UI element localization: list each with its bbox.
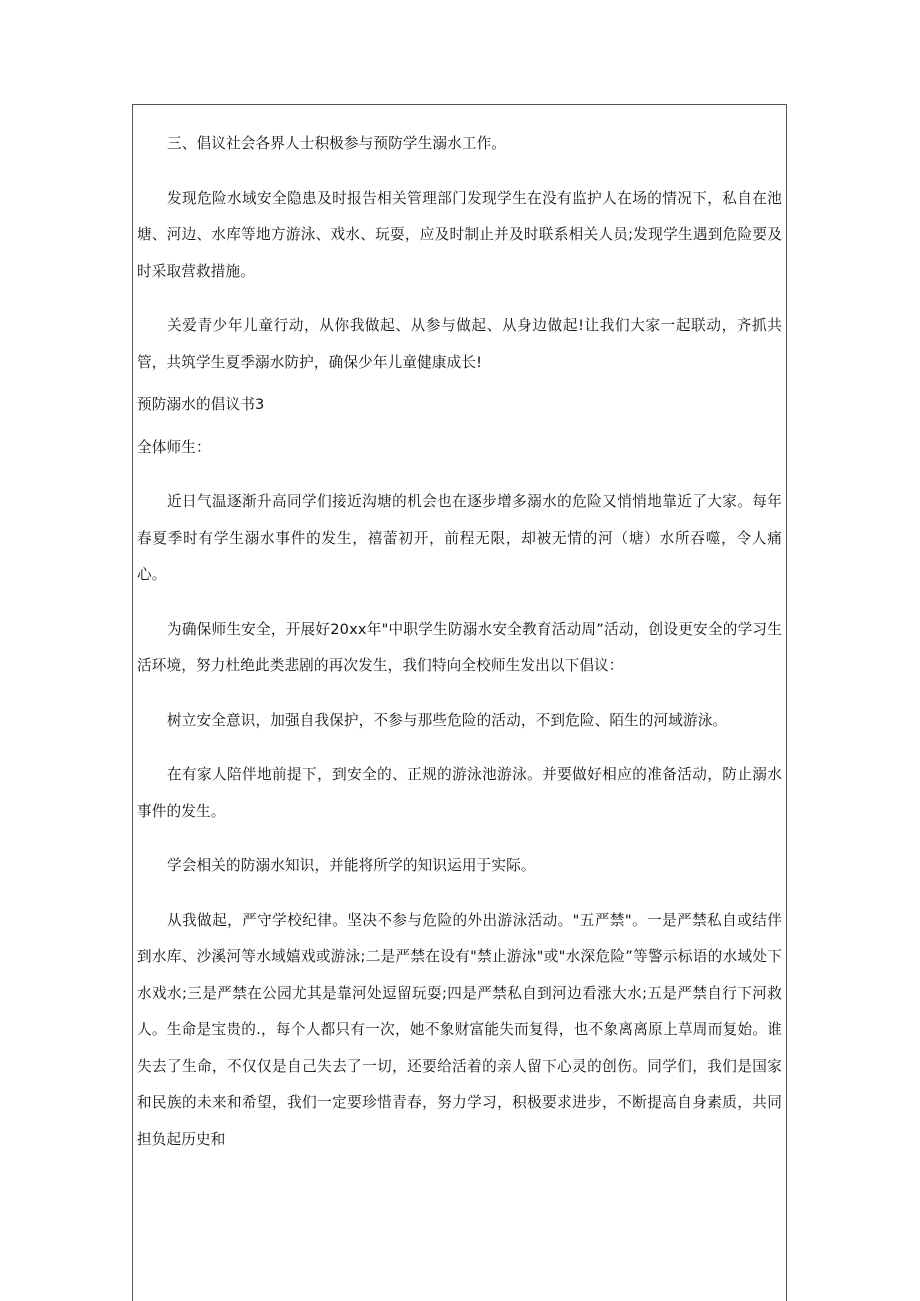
salutation: 全体师生：: [137, 438, 211, 456]
document-body: [137, 126, 782, 1158]
section-heading: 三、倡议社会各界人士积极参与预防学生溺水工作。: [167, 135, 507, 152]
paragraph: 从我做起，严守学校纪律。坚决不参与危险的外出游泳活动。"五严禁"。一是严禁私自或结伴到水库、沙溪河等水域嬉戏或游泳;二是严禁在设有"禁止游泳"或"水深危险”等警示标语的水域处下水戏水;三是严禁在公园尤其是靠河处逗留玩耍;四是严禁私自到河边看涨大水;五是严禁自行下河救人。生命是宝贵的.，每个人都只有一次，她不象财富能失而复得，也不象离离原上草周而复始。谁失去了生命，不仅仅是自己失去了一切，还要给活着的亲人留下心灵的创伤。同学们，我们是国家和民族的未来和希望，我们一定要珍惜青春，努力学习，积极要求进步，不断提高自身素质，共同担负起历史和: [137, 911, 782, 1148]
paragraph: 树立安全意识，加强自我保护，不参与那些危险的活动，不到危险、陌生的河域游泳。: [167, 711, 728, 729]
paragraph: 为确保师生安全，开展好20xx年"中职学生防溺水安全教育活动周”活动，创设更安全的学习生活环境，努力杜绝此类悲剧的再次发生，我们特向全校师生发出以下倡议：: [137, 620, 782, 674]
paragraph: 在有家人陪伴地前提下，到安全的、正规的游泳池游泳。并要做好相应的准备活动，防止溺水事件的发生。: [137, 766, 782, 820]
paragraph: 学会相关的防溺水知识，并能将所学的知识运用于实际。: [167, 857, 536, 874]
document-title: 预防溺水的倡议书3: [137, 396, 265, 413]
paragraph: 关爱青少年儿童行动，从你我做起、从参与做起、从身边做起!让我们大家一起联动，齐抓共管，共筑学生夏季溺水防护，确保少年儿童健康成长!: [137, 317, 782, 371]
paragraph: 发现危险水域安全隐患及时报告相关管理部门发现学生在没有监护人在场的情况下，私自在池塘、河边、水库等地方游泳、戏水、玩耍，应及时制止并及时联系相关人员;发现学生遇到危险要及时采取营救措施。: [137, 189, 782, 280]
paragraph: 近日气温逐渐升高同学们接近沟塘的机会也在逐步增多溺水的危险又悄悄地靠近了大家。每年春夏季时有学生溺水事件的发生，禧蕾初开，前程无限，却被无情的河（塘）水所吞噬，令人痛心。: [137, 493, 782, 583]
